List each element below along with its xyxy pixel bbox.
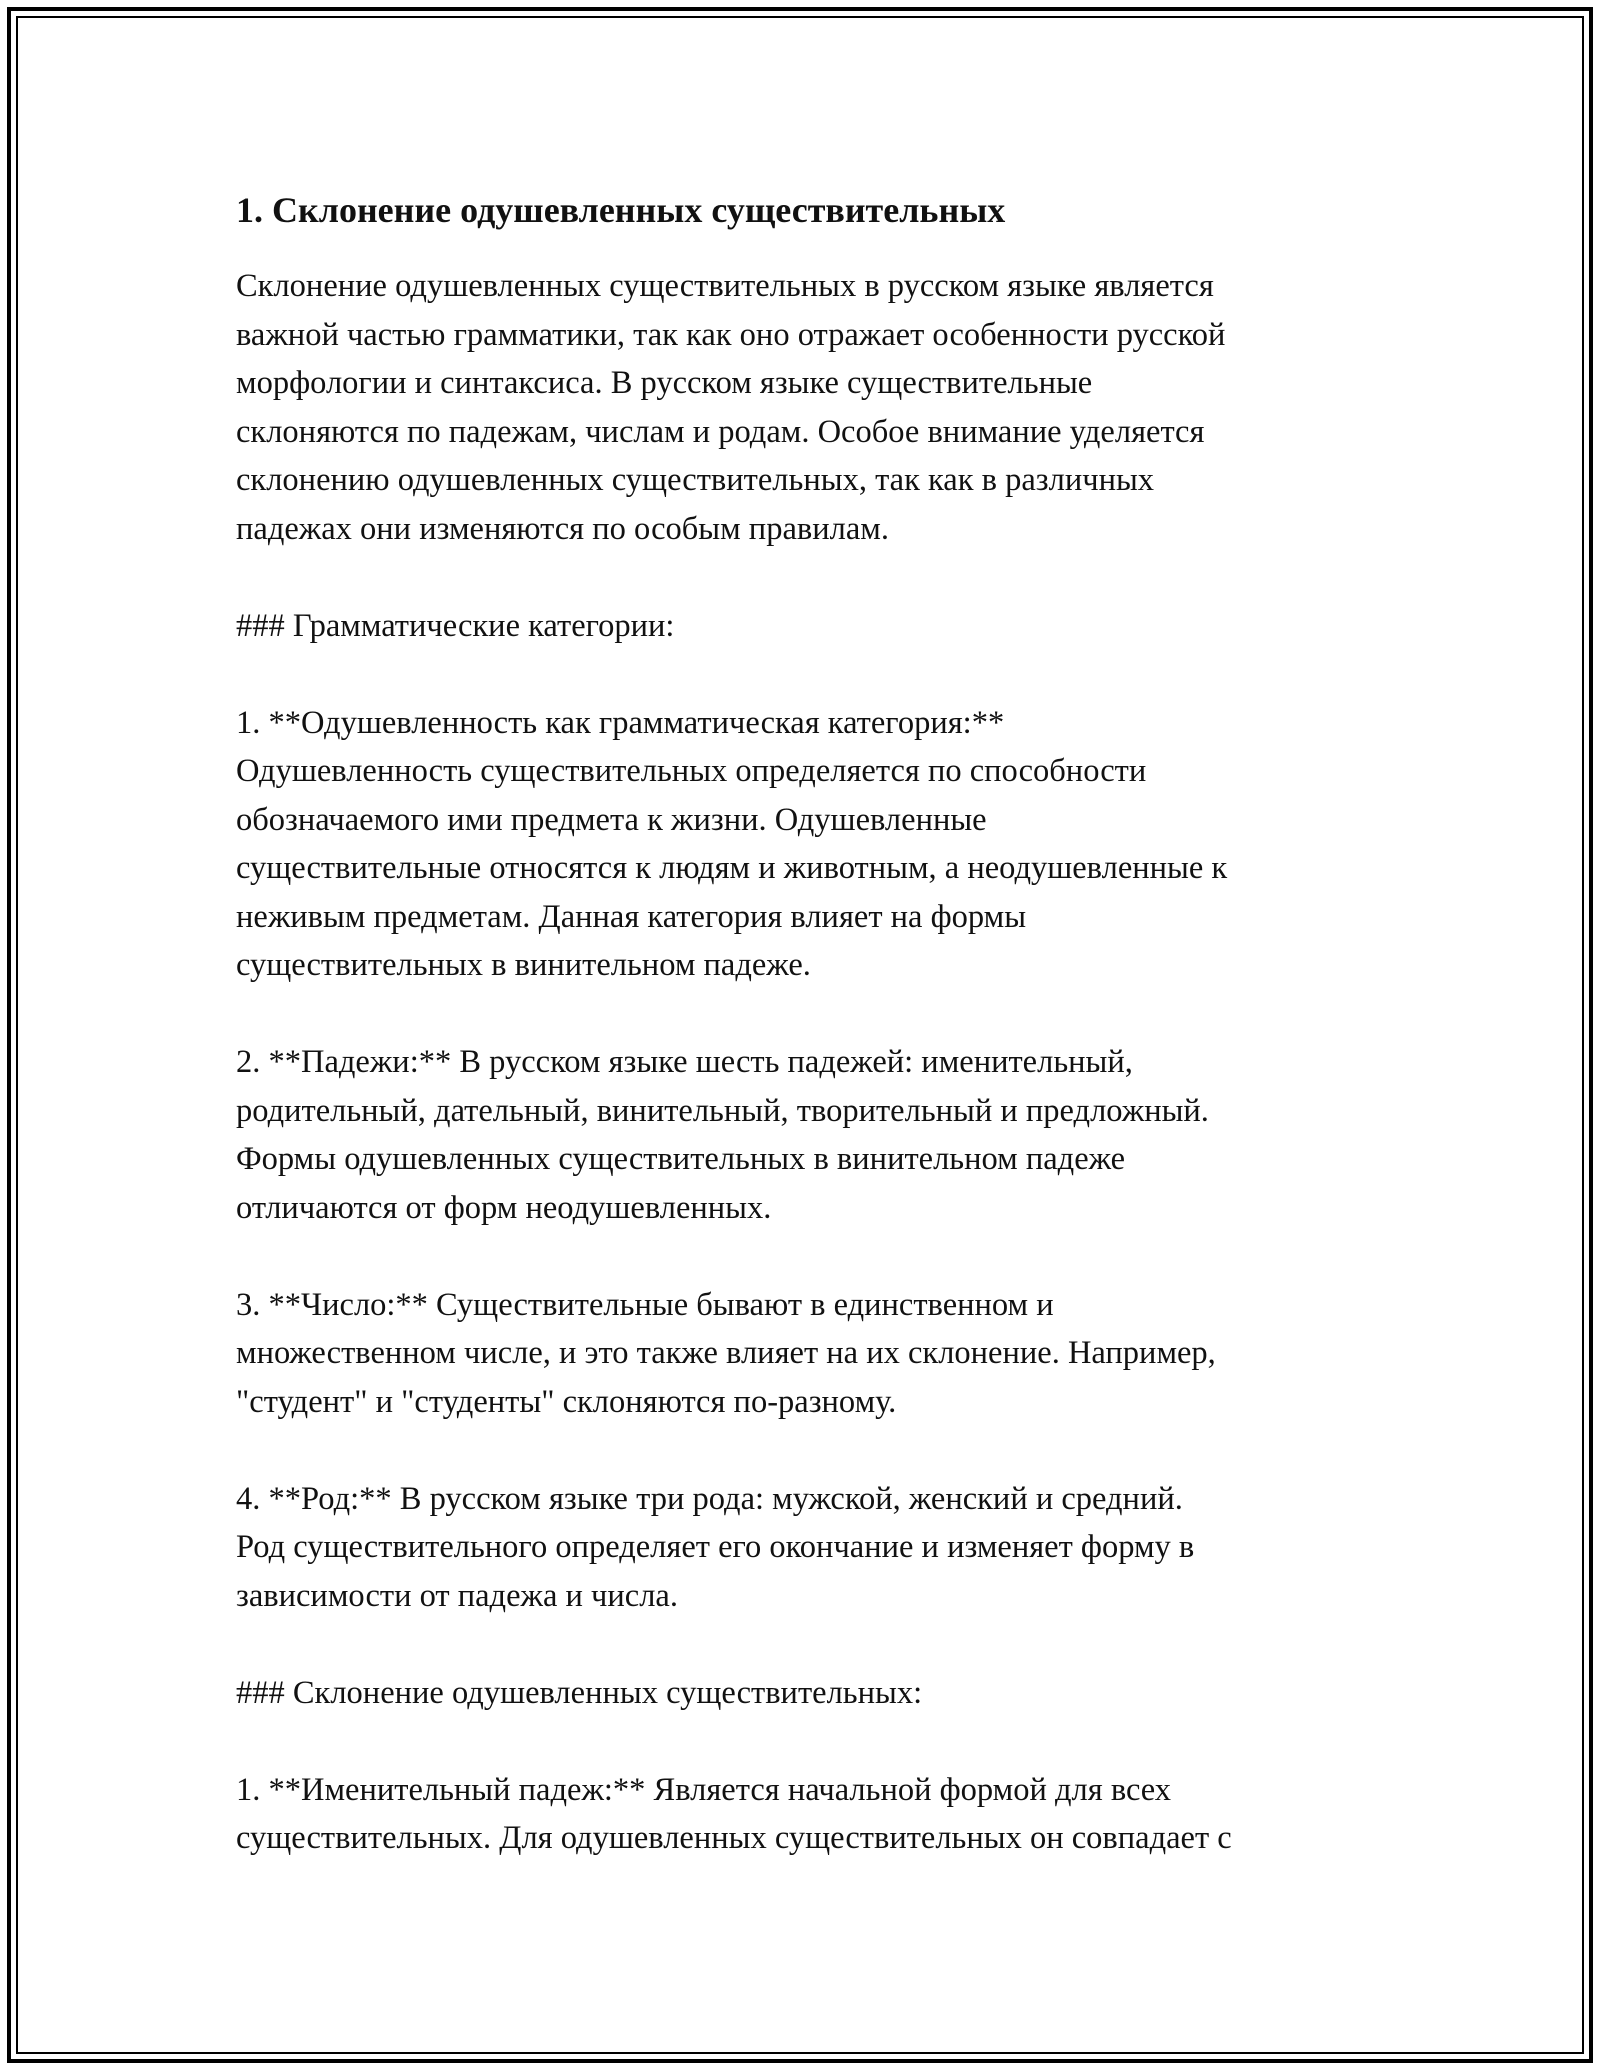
text-line: 3. **Число:** Существительные бывают в единственном и: [236, 1286, 1054, 1323]
text-line: ### Склонение одушевленных существительных:: [236, 1674, 923, 1711]
text-line: существительных в винительном падеже.: [236, 947, 811, 983]
page-title: 1. Склонение одушевленных существительных: [236, 190, 1006, 230]
text-line: Формы одушевленных существительных в винительном падеже: [236, 1141, 1126, 1177]
text-line: зависимости от падежа и числа.: [236, 1577, 678, 1614]
text-line: падежах они изменяются по особым правилам.: [236, 510, 889, 547]
text-line: существительные относятся к людям и животным, а неодушевленные к: [236, 850, 1228, 886]
document-body: [236, 186, 1396, 1911]
text-line: отличаются от форм неодушевленных.: [236, 1189, 772, 1226]
text-line: 2. **Падежи:** В русском языке шесть падежей: именительный,: [236, 1044, 1133, 1080]
text-line: 1. **Именительный падеж:** Является начальной формой для всех: [236, 1771, 1172, 1808]
section-heading-declension: [236, 1669, 1396, 1718]
text-line: родительный, дательный, винительный, творительный и предложный.: [236, 1092, 1209, 1129]
text-line: ### Грамматические категории:: [236, 607, 675, 644]
text-line: "студент" и "студенты" склоняются по-разному.: [236, 1383, 897, 1420]
text-line: Склонение одушевленных существительных в русском языке является: [236, 268, 1214, 304]
text-line: морфологии и синтаксиса. В русском языке существительные: [236, 365, 1093, 401]
list-item-cases: [236, 1038, 1396, 1232]
list-item-number: [236, 1281, 1396, 1427]
text-line: 4. **Род:** В русском языке три рода: мужской, женский и средний.: [236, 1480, 1183, 1517]
list-item-gender: [236, 1475, 1396, 1621]
section-heading-grammar-categories: [236, 602, 1396, 651]
text-line: Одушевленность существительных определяется по способности: [236, 753, 1147, 789]
text-line: множественном числе, и это также влияет на их склонение. Например,: [236, 1335, 1216, 1371]
text-line: 1. **Одушевленность как грамматическая категория:**: [236, 704, 1005, 741]
text-line: существительных. Для одушевленных существительных он совпадает с: [236, 1820, 1232, 1856]
text-line: Род существительного определяет его окончание и изменяет форму в: [236, 1529, 1195, 1565]
text-line: неживым предметам. Данная категория влияет на формы: [236, 898, 1027, 935]
text-line: важной частью грамматики, так как оно отражает особенности русской: [236, 316, 1226, 353]
list-item-nominative: [236, 1766, 1396, 1863]
text-line: склоняются по падежам, числам и родам. Особое внимание уделяется: [236, 413, 1205, 450]
list-item-animacy: [236, 699, 1396, 990]
text-line: обозначаемого ими предмета к жизни. Одушевленные: [236, 801, 987, 838]
intro-paragraph: [236, 262, 1396, 553]
text-line: склонению одушевленных существительных, так как в различных: [236, 462, 1155, 498]
